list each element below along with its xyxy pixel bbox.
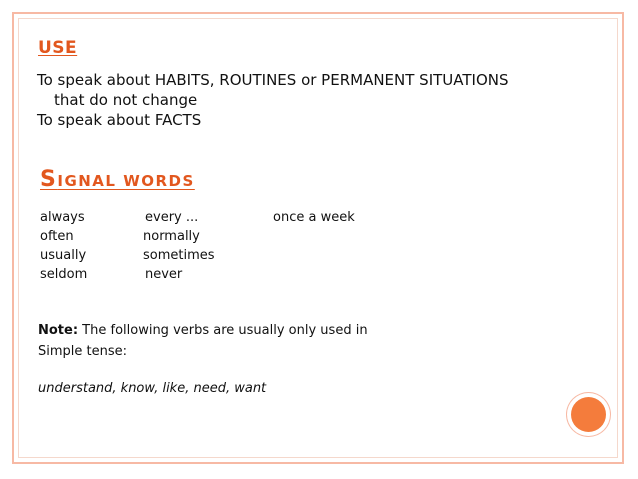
signal-words-heading — [40, 167, 195, 192]
note-label: Note: — [38, 323, 79, 338]
use-line-facts: To speak about FACTS — [37, 111, 202, 129]
use-line-habits-continued: that do not change — [54, 91, 198, 109]
use-description — [37, 70, 617, 130]
signal-word: seldom — [40, 267, 88, 282]
signal-word: sometimes — [143, 248, 215, 263]
signal-word: always — [40, 210, 85, 225]
signal-word: often — [40, 229, 74, 244]
signal-word: once a week — [273, 210, 355, 225]
orange-circle-decoration — [571, 397, 606, 432]
note-text-continued: Simple tense: — [38, 344, 128, 359]
note-text: The following verbs are usually only used in — [78, 323, 368, 338]
signal-heading-initial: S — [40, 167, 58, 192]
signal-heading-rest: IGNAL WORDS — [57, 172, 195, 190]
use-heading: USE — [38, 38, 78, 58]
use-line-habits: To speak about HABITS, ROUTINES or PERMANENT SITUATIONS — [37, 71, 509, 89]
signal-word: never — [145, 267, 183, 282]
signal-word: every ... — [145, 210, 199, 225]
signal-word: usually — [40, 248, 87, 263]
signal-word: normally — [143, 229, 200, 244]
verb-list: understand, know, like, need, want — [38, 381, 267, 396]
note-block — [38, 320, 478, 362]
